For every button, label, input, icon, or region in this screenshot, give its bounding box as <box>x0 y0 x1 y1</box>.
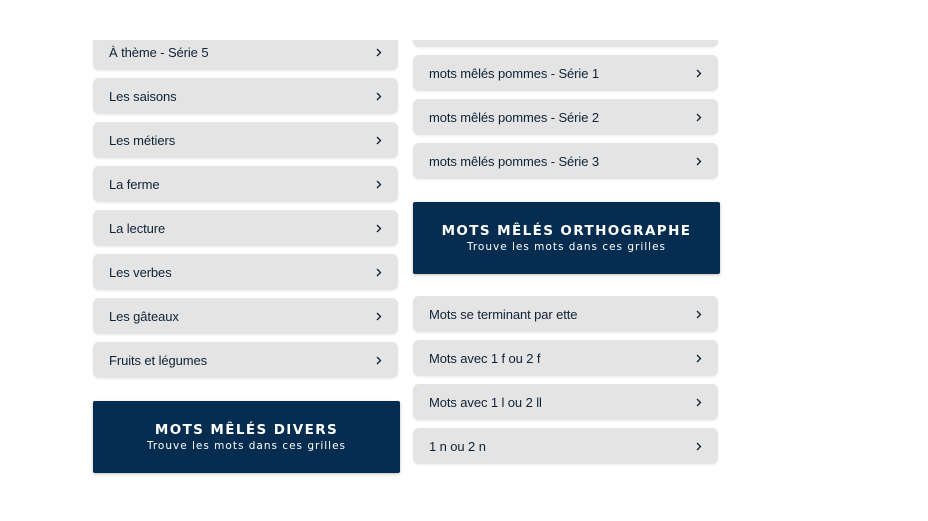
list-item-label: Les métiers <box>109 132 176 148</box>
list-item-label: mots mêlés pommes - Série 1 <box>429 65 599 81</box>
chevron-right-icon <box>694 441 704 451</box>
banner-subtitle: Trouve les mots dans ces grilles <box>146 439 347 452</box>
list-item-label: La lecture <box>109 220 166 236</box>
chevron-right-icon <box>374 311 384 321</box>
list-item-les-verbes[interactable] <box>93 254 398 290</box>
list-item-label: Les saisons <box>109 88 177 104</box>
list-item-pommes-serie-2[interactable] <box>413 99 718 135</box>
list-item-label: Les gâteaux <box>109 308 179 324</box>
list-item-label: mots mêlés pommes - Série 2 <box>429 109 599 125</box>
list-item-label: Mots se terminant par ette <box>429 306 578 322</box>
list-item-label: 1 n ou 2 n <box>429 438 486 454</box>
list-item-les-gateaux[interactable] <box>93 298 398 334</box>
chevron-right-icon <box>694 112 704 122</box>
list-item-1n-2n[interactable] <box>413 428 718 464</box>
list-item-1f-2f[interactable] <box>413 340 718 376</box>
list-item-label: Mots avec 1 l ou 2 ll <box>429 394 542 410</box>
list-item-label: Fruits et légumes <box>109 352 208 368</box>
chevron-right-icon <box>694 309 704 319</box>
list-item-les-saisons[interactable] <box>93 78 398 114</box>
chevron-right-icon <box>374 267 384 277</box>
viewport-top-mask <box>0 0 928 40</box>
banner-mots-meles-orthographe <box>413 202 720 274</box>
chevron-right-icon <box>374 91 384 101</box>
banner-title: MOTS MÊLÉS ORTHOGRAPHE <box>441 222 692 239</box>
list-item-label: Mots avec 1 f ou 2 f <box>429 350 541 366</box>
list-item-fruits-et-legumes[interactable] <box>93 342 398 378</box>
banner-title: MOTS MÊLÉS DIVERS <box>154 421 339 438</box>
list-item-label: À thème - Série 5 <box>109 44 209 60</box>
list-item-pommes-serie-1[interactable] <box>413 55 718 91</box>
chevron-right-icon <box>374 179 384 189</box>
chevron-right-icon <box>694 156 704 166</box>
list-item-1l-2ll[interactable] <box>413 384 718 420</box>
list-item-la-ferme[interactable] <box>93 166 398 202</box>
list-item-label: Les verbes <box>109 264 172 280</box>
list-item-mots-ette[interactable] <box>413 296 718 332</box>
list-item-les-metiers[interactable] <box>93 122 398 158</box>
chevron-right-icon <box>694 353 704 363</box>
banner-subtitle: Trouve les mots dans ces grilles <box>466 240 667 253</box>
list-item-pommes-serie-3[interactable] <box>413 143 718 179</box>
list-item-label: La ferme <box>109 176 160 192</box>
list-item-label: mots mêlés pommes - Série 3 <box>429 153 599 169</box>
chevron-right-icon <box>374 223 384 233</box>
chevron-right-icon <box>694 397 704 407</box>
chevron-right-icon <box>374 355 384 365</box>
chevron-right-icon <box>694 68 704 78</box>
chevron-right-icon <box>374 47 384 57</box>
chevron-right-icon <box>374 135 384 145</box>
list-item-la-lecture[interactable] <box>93 210 398 246</box>
banner-mots-meles-divers <box>93 401 400 473</box>
